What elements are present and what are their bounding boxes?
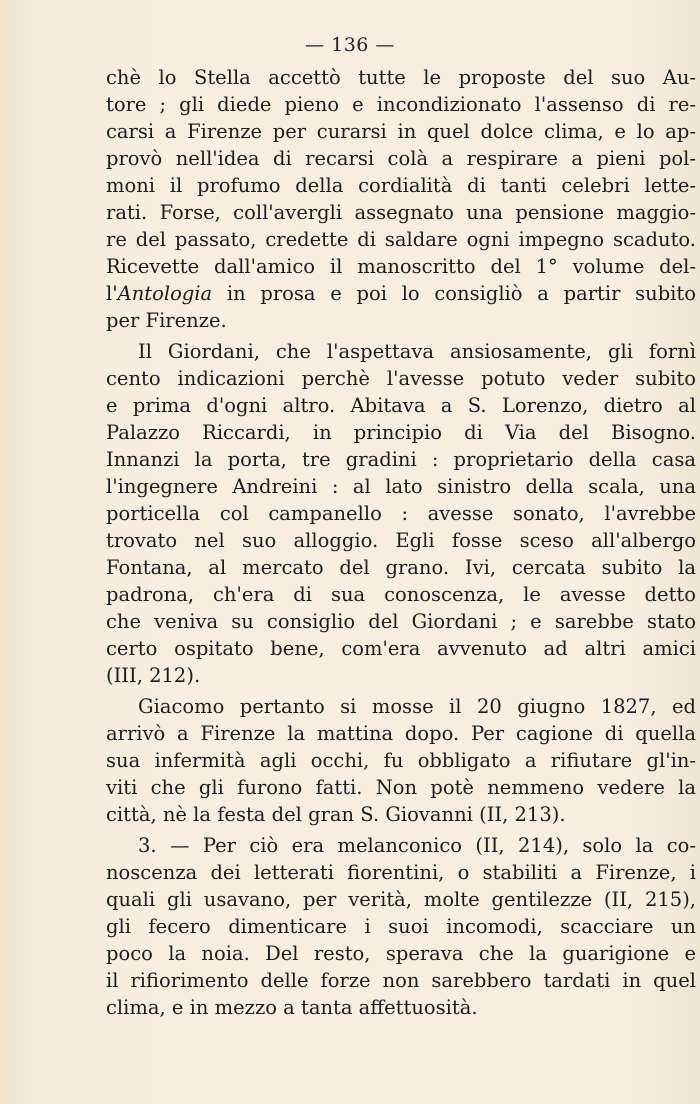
italic-title: Antologia bbox=[117, 282, 213, 305]
text-run: l' bbox=[106, 282, 118, 305]
text-line: gli fecero dimenticare i suoi incomodi, scacciare un bbox=[106, 915, 696, 938]
text-line: per Firenze. bbox=[106, 309, 227, 332]
text-run: in prosa e poi lo consigliò a partir subito bbox=[212, 282, 696, 305]
text-line: porticella col campanello : avesse sonato, l'avrebbe bbox=[106, 502, 696, 525]
text-line: noscenza dei letterati fiorentini, o stabiliti a Firenze, i bbox=[106, 861, 696, 884]
paragraph bbox=[106, 832, 696, 1021]
body-text bbox=[106, 64, 696, 1021]
paragraph bbox=[106, 64, 696, 334]
text-line: poco la noia. Del resto, sperava che la guarigione e bbox=[106, 942, 696, 965]
text-line: quali gli usavano, per verità, molte gentilezze (II, 215), bbox=[106, 888, 696, 911]
text-line: carsi a Firenze per curarsi in quel dolce clima, e lo ap- bbox=[106, 120, 696, 143]
paragraph bbox=[106, 338, 696, 689]
text-line: che veniva su consiglio del Giordani ; e sarebbe stato bbox=[106, 610, 696, 633]
text-line: (III, 212). bbox=[106, 664, 201, 687]
text-line bbox=[106, 280, 696, 307]
text-line: 3. — Per ciò era melanconico (II, 214), solo la co- bbox=[138, 834, 696, 857]
text-line: Innanzi la porta, tre gradini : proprietario della casa bbox=[106, 448, 696, 471]
text-line: Il Giordani, che l'aspettava ansiosamente, gli fornì bbox=[138, 340, 696, 363]
text-line: e prima d'ogni altro. Abitava a S. Lorenzo, dietro al bbox=[106, 394, 696, 417]
text-line: padrona, ch'era di sua conoscenza, le avesse detto bbox=[106, 583, 696, 606]
text-line: clima, e in mezzo a tanta affettuosità. bbox=[106, 996, 478, 1019]
text-line: moni il profumo della cordialità di tanti celebri lette- bbox=[106, 174, 696, 197]
text-line: rati. Forse, coll'avergli assegnato una pensione maggio- bbox=[106, 201, 696, 224]
text-line: il rifiorimento delle forze non sarebbero tardati in quel bbox=[106, 969, 696, 992]
text-line: città, nè la festa del gran S. Giovanni (II, 213). bbox=[106, 803, 566, 826]
text-line: provò nell'idea di recarsi colà a respirare a pieni pol- bbox=[106, 147, 696, 170]
text-line: sua infermità agli occhi, fu obbligato a rifiutare gl'in- bbox=[106, 749, 696, 772]
text-line: Ricevette dall'amico il manoscritto del 1° volume del- bbox=[106, 255, 696, 278]
text-line: cento indicazioni perchè l'avesse potuto veder subito bbox=[106, 367, 696, 390]
text-line: re del passato, credette di saldare ogni impegno scaduto. bbox=[106, 228, 696, 251]
paragraph bbox=[106, 693, 696, 828]
text-line: arrivò a Firenze la mattina dopo. Per cagione di quella bbox=[106, 722, 696, 745]
text-line: trovato nel suo alloggio. Egli fosse sceso all'albergo bbox=[106, 529, 696, 552]
text-line: viti che gli furono fatti. Non potè nemmeno vedere la bbox=[106, 776, 696, 799]
text-line: chè lo Stella accettò tutte le proposte del suo Au- bbox=[106, 66, 696, 89]
text-line: Palazzo Riccardi, in principio di Via del Bisogno. bbox=[106, 421, 696, 444]
text-line: tore ; gli diede pieno e incondizionato l'assenso di re- bbox=[106, 93, 696, 116]
text-line: certo ospitato bene, com'era avvenuto ad altri amici bbox=[106, 637, 696, 660]
text-line: Giacomo pertanto si mosse il 20 giugno 1827, ed bbox=[138, 695, 696, 718]
text-line: Fontana, al mercato del grano. Ivi, cercata subito la bbox=[106, 556, 696, 579]
text-line: l'ingegnere Andreini : al lato sinistro della scala, una bbox=[106, 475, 696, 498]
page-number: — 136 — bbox=[305, 34, 395, 56]
